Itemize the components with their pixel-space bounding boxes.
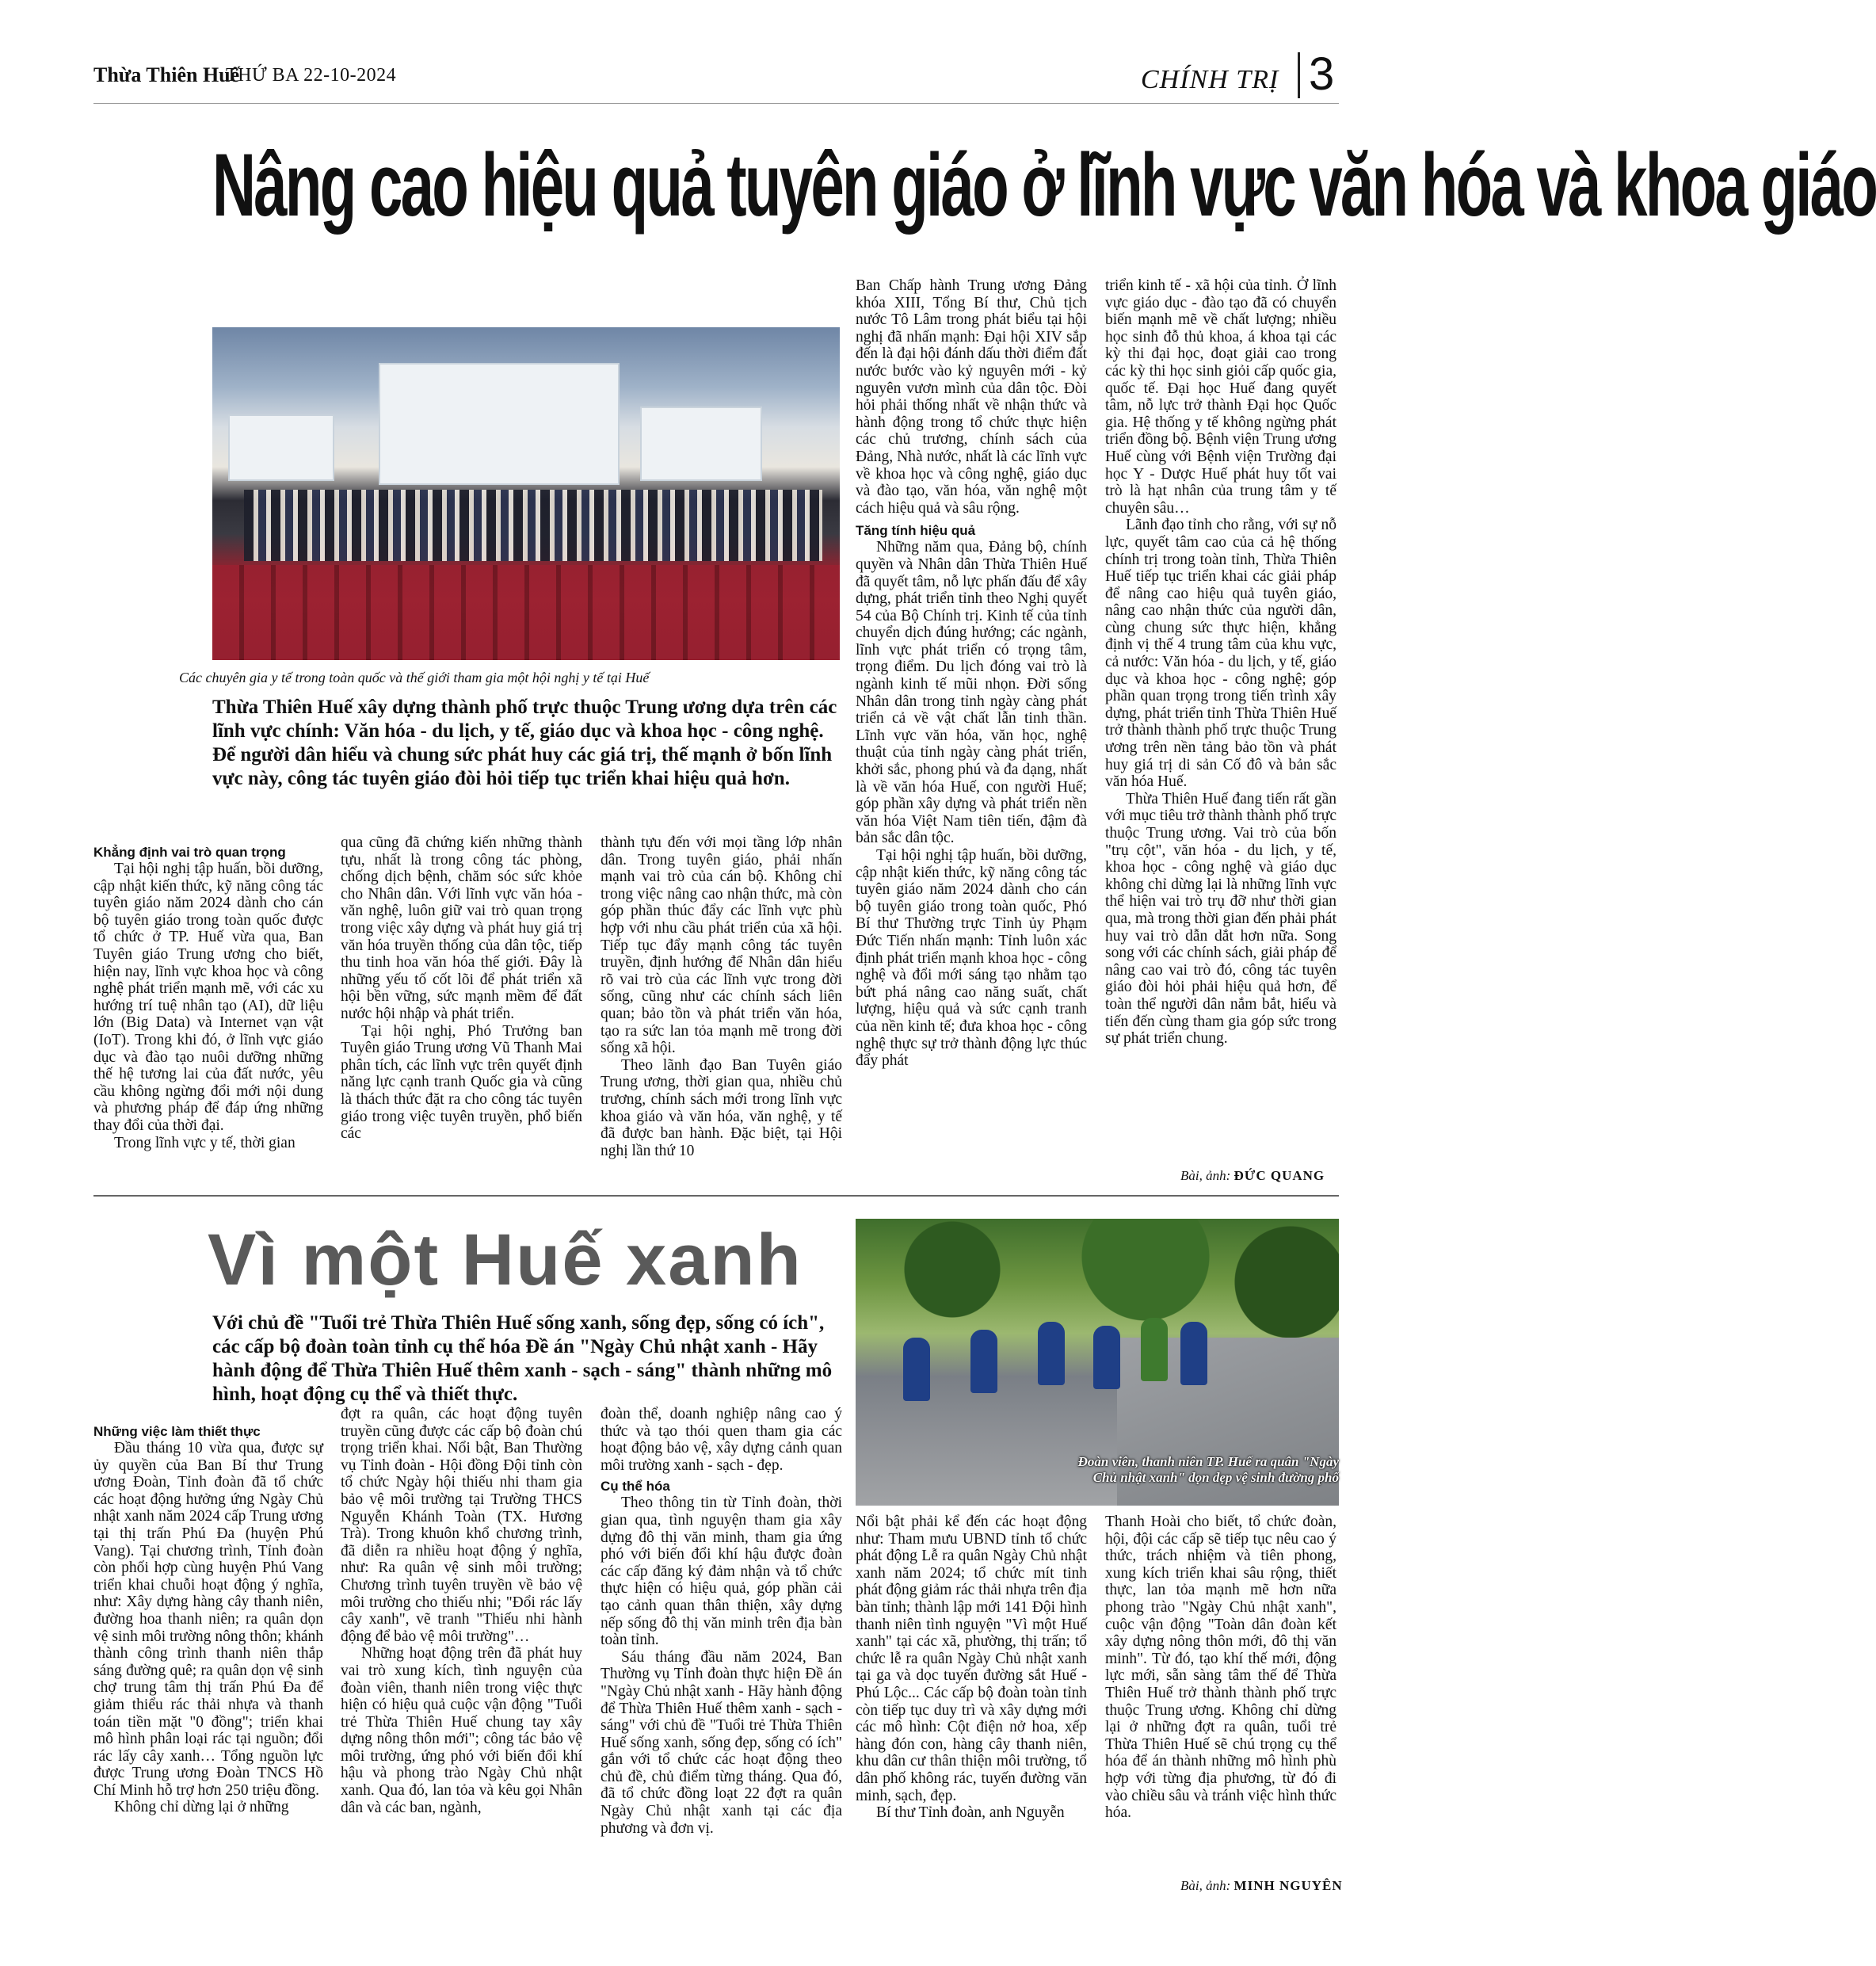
- paragraph: Không chỉ dừng lại ở những: [114, 1799, 289, 1816]
- paragraph: đoàn thể, doanh nghiệp nâng cao ý thức và tạo thói quen tham gia các hoạt động bảo vệ, xây dựng cảnh quan môi trường xanh - sạch - đẹp.: [601, 1406, 842, 1474]
- article2-photo-caption: Đoàn viên, thanh niên TP. Huế ra quân "Ngày Chủ nhật xanh" dọn dẹp vệ sinh đường phố: [1077, 1454, 1339, 1485]
- article2-headline: Vì một Huế xanh: [208, 1220, 803, 1300]
- photo-screen-right: [640, 407, 762, 481]
- photo-person: [1038, 1322, 1065, 1385]
- photo-person: [1141, 1318, 1168, 1381]
- photo-person: [1093, 1326, 1120, 1389]
- photo-screen-main: [379, 363, 620, 485]
- paragraph: Tại hội nghị tập huấn, bồi dưỡng, cập nhật kiến thức, kỹ năng công tác tuyên giáo năm 2024 dành cho cán bộ tuyên giáo trong toàn quốc, Phó Bí thư Thường trực Tỉnh ủy Phạm Đức Tiến nhấn mạnh: Tỉnh luôn xác định phát triển mạnh khoa học - công nghệ và đổi mới sáng tạo nhằm tạo bứt phá nâng cao năng suất, chất lượng, hiệu quả và sức cạnh tranh của nền kinh tế; đưa khoa học - công nghệ thực sự trở thành động lực thúc đẩy phát: [856, 847, 1087, 1070]
- page-number: 3: [1309, 48, 1335, 100]
- article2-column-1: [93, 1424, 323, 1816]
- section-title: CHÍNH TRỊ: [1141, 65, 1279, 94]
- article1-column-2: [341, 834, 582, 1143]
- paragraph: Trong lĩnh vực y tế, thời gian: [114, 1134, 296, 1151]
- photo-screen-left: [228, 414, 334, 481]
- paragraph: thành tựu đến với mọi tầng lớp nhân dân. Trong tuyên giáo, phải nhấn mạnh vai trò của cán bộ. Không chỉ trong việc nâng cao nhận thức, mà còn góp phần thúc đẩy các lĩnh vực phù hợp với nhu cầu phát triển của xã hội. Tiếp tục đẩy mạnh công tác tuyên truyền, định hướng để Nhân dân hiểu rõ vai trò của các lĩnh vực trong đời sống, cũng như các chính sách liên quan; bảo tồn và phát triển văn hóa, tạo ra sức lan tỏa mạnh mẽ trong đời sống xã hội.: [601, 834, 842, 1057]
- paragraph: triển kinh tế - xã hội của tỉnh. Ở lĩnh vực giáo dục - đào tạo đã có chuyển biến mạnh mẽ về chất lượng; nhiều học sinh đỗ thủ khoa, á khoa tại các kỳ thi đại học, đoạt giải cao trong các kỳ thi học sinh giỏi cấp quốc gia, quốc tế. Đại học Huế đang quyết tâm, nỗ lực trở thành Đại học Quốc gia. Hệ thống y tế không ngừng phát triển đồng bộ. Bệnh viện Trung ương Huế cùng với Bệnh viện Trường đại học Y - Dược Huế phát huy tốt vai trò là hạt nhân của trung tâm y tế chuyên sâu…: [1105, 277, 1336, 517]
- article1-photo: [212, 327, 840, 660]
- article2-column-2: [341, 1406, 582, 1816]
- paragraph: Sáu tháng đầu năm 2024, Ban Thường vụ Tỉnh đoàn thực hiện Đề án "Ngày Chủ nhật xanh - Hãy hành động để Thừa Thiên Huế thêm xanh - sạch - sáng" với chủ đề "Tuổi trẻ Thừa Thiên Huế sống xanh, sống đẹp, sống có ích" gắn với tổ chức các hoạt động theo chủ đề, chủ điểm từng tháng. Qua đó, đã tổ chức đồng loạt 22 đợt ra quân Ngày Chủ nhật xanh tại các địa phương và đơn vị.: [601, 1648, 842, 1837]
- article2-column-4: [856, 1514, 1087, 1822]
- paragraph: Tại hội nghị, Phó Trưởng ban Tuyên giáo Trung ương Vũ Thanh Mai phân tích, các lĩnh vực trên quyết định năng lực cạnh tranh Quốc gia và cũng là thách thức đặt ra cho công tác tuyên giáo trong việc tuyên truyền, phổ biến các: [341, 1022, 582, 1143]
- photo-person: [970, 1330, 997, 1393]
- photo-trees: [856, 1219, 1339, 1346]
- paragraph: Lãnh đạo tỉnh cho rằng, với sự nỗ lực, quyết tâm cao của cả hệ thống chính trị trong toàn tỉnh, Thừa Thiên Huế tiếp tục triển khai các giải pháp để nâng cao hiệu quả tuyên giáo, nâng cao nhận thức của người dân, cùng chung sức thực hiện, khẳng định vị thế 4 trung tâm của khu vực, cả nước: Văn hóa - du lịch, y tế, giáo dục và khoa học - công nghệ; góp phần quan trọng trong tiến trình xây dựng, phát triển tỉnh Thừa Thiên Huế trở thành thành phố trực thuộc Trung ương trên nền tảng bảo tồn và phát huy giá trị di sản Cố đô và bản sắc văn hóa Huế.: [1105, 517, 1336, 791]
- header-divider: [1298, 52, 1300, 98]
- article2-byline: [1180, 1878, 1343, 1894]
- paragraph: Thanh Hoài cho biết, tổ chức đoàn, hội, đội các cấp sẽ tiếp tục nêu cao ý thức, trách nhiệm và tiên phong, xung kích triển khai sâu rộng, thiết thực, lan tỏa mạnh mẽ hơn nữa phong trào "Ngày Chủ nhật xanh", cuộc vận động "Toàn dân đoàn kết xây dựng nông thôn mới, đô thị văn minh". Từ đó, tạo khí thế mới, động lực mới, sẵn sàng tâm thế để Thừa Thiên Huế trở thành thành phố trực thuộc Trung ương. Không chỉ dừng lại ở những đợt ra quân, tuổi trẻ Thừa Thiên Huế sẽ chú trọng cụ thể hóa để án thành những mô hình phù hợp với từng địa phương, từ đó đi vào chiều sâu và tránh việc hình thức hóa.: [1105, 1514, 1336, 1822]
- header-rule: [93, 103, 1339, 104]
- subhead: Cụ thể hóa: [601, 1479, 670, 1495]
- photo-seats: [212, 565, 840, 660]
- byline-prefix: Bài, ảnh:: [1180, 1878, 1231, 1893]
- article-divider: [93, 1195, 1339, 1197]
- paragraph: đợt ra quân, các hoạt động tuyên truyền cũng được các cấp bộ đoàn chú trọng triển khai. Nổi bật, Ban Thường vụ Tỉnh đoàn - Hội đồng Đội tỉnh còn tổ chức Ngày hội thiếu nhi tham gia bảo vệ môi trường tại Trường THCS Nguyễn Khánh Toàn (TX. Hương Trà). Trong khuôn khổ chương trình, đã diễn ra nhiều hoạt động ý nghĩa, như: Ra quân vệ sinh môi trường; Chương trình tuyên truyền về bảo vệ môi trường cho thiếu nhi; "Đổi rác lấy cây xanh", vẽ tranh "Thiếu nhi hành động để bảo vệ môi trường"…: [341, 1406, 582, 1645]
- paragraph: Tại hội nghị tập huấn, bồi dưỡng, cập nhật kiến thức, kỹ năng công tác tuyên giáo năm 2024 dành cho cán bộ tuyên giáo trong toàn quốc được tổ chức ở TP. Huế vừa qua, Ban Tuyên giáo Trung ương cho biết, hiện nay, lĩnh vực khoa học và công nghệ phát triển mạnh mẽ, với các xu hướng trí tuệ nhân tạo (AI), dữ liệu lớn (Big Data) và Internet vạn vật (IoT). Trong khi đó, ở lĩnh vực giáo dục và đào tạo nuôi dưỡng những thế hệ tương lai của đất nước, yêu cầu không ngừng đổi mới nội dung và phương pháp để đáp ứng những thay đổi của thời đại.: [93, 861, 323, 1134]
- paragraph: Ban Chấp hành Trung ương Đảng khóa XIII, Tổng Bí thư, Chủ tịch nước Tô Lâm trong phát biểu tại hội nghị đã nhấn mạnh: Đại hội XIV sắp đến là đại hội đánh dấu thời điểm đất nước bước vào kỷ nguyên mới - kỷ nguyên vươn mình của dân tộc. Đòi hỏi phải thống nhất về nhận thức và hành động trong tổ chức thực hiện các chủ trương, chính sách của Đảng, Nhà nước, nhất là các lĩnh vực về khoa học và công nghệ, giáo dục và đào tạo, văn hóa, văn nghệ một cách hiệu quả và sâu rộng.: [856, 277, 1087, 517]
- article1-sapo: Thừa Thiên Huế xây dựng thành phố trực thuộc Trung ương dựa trên các lĩnh vực chính: Văn hóa - du lịch, y tế, giáo dục và khoa học - công nghệ. Để người dân hiểu và chung sức phát huy các giá trị, thế mạnh ở bốn lĩnh vực này, công tác tuyên giáo đòi hỏi tiếp tục triển khai hiệu quả hơn.: [212, 697, 837, 789]
- paragraph: Những năm qua, Đảng bộ, chính quyền và Nhân dân Thừa Thiên Huế đã quyết tâm, nỗ lực phấn đấu để xây dựng, phát triển tỉnh theo Nghị quyết 54 của Bộ Chính trị. Kinh tế của tỉnh chuyển dịch đúng hướng; các ngành, lĩnh vực phát triển có trọng tâm, trọng điểm. Du lịch đóng vai trò là ngành kinh tế mũi nhọn. Đời sống Nhân dân trong tỉnh ngày càng phát triển cả về vật chất lẫn tinh thần. Lĩnh vực văn hóa, văn học, nghệ thuật của tỉnh ngày càng phát triển, khởi sắc, phong phú và đa dạng, nhất là về văn hóa Huế, con người Huế; góp phần xây dựng và phát triển nền văn hóa Việt Nam tiên tiến, đậm đà bản sắc dân tộc.: [856, 539, 1087, 847]
- photo-crowd: [244, 490, 822, 561]
- subhead: Khẳng định vai trò quan trọng: [93, 845, 286, 860]
- byline-prefix: Bài, ảnh:: [1180, 1168, 1231, 1183]
- photo-person: [903, 1338, 930, 1401]
- article2-column-3: [601, 1406, 842, 1837]
- article2-sapo: Với chủ đề "Tuổi trẻ Thừa Thiên Huế sống xanh, sống đẹp, sống có ích", các cấp bộ đoàn toàn tỉnh cụ thể hóa Đề án "Ngày Chủ nhật xanh - Hãy hành động để Thừa Thiên Huế thêm xanh - sạch - sáng" thành những mô hình, hoạt động cụ thể và thiết thực.: [212, 1312, 833, 1405]
- article1-headline: Nâng cao hiệu quả tuyên giáo ở lĩnh vực văn hóa và khoa giáo: [212, 136, 1876, 235]
- article1-column-5: [1105, 277, 1336, 1048]
- paragraph: Theo thông tin từ Tỉnh đoàn, thời gian qua, tình nguyện tham gia xây dựng đô thị văn minh, tham gia ứng phó với biến đổi khí hậu được đoàn các cấp đăng ký đảm nhận và tổ chức thực hiện có hiệu quả, góp phần cải tạo cảnh quan thân thiện, xây dựng nếp sống đô thị văn minh trên địa bàn toàn tỉnh.: [601, 1495, 842, 1649]
- article1-byline: [1180, 1168, 1325, 1184]
- article1-photo-caption: Các chuyên gia y tế trong toàn quốc và thế giới tham gia một hội nghị y tế tại Huế: [179, 670, 650, 685]
- article1-column-4: [856, 277, 1087, 1070]
- paragraph: Bí thư Tỉnh đoàn, anh Nguyễn: [876, 1804, 1065, 1822]
- paragraph: qua cũng đã chứng kiến những thành tựu, nhất là trong công tác phòng, chống dịch bệnh, chăm sóc sức khỏe cho Nhân dân. Với lĩnh vực văn hóa - văn nghệ, luôn giữ vai trò quan trọng trong việc xây dựng và phát huy giá trị văn hóa truyền thống của dân tộc, tiếp thu tinh hoa văn hóa thế giới. Đây là những yếu tố cốt lõi để phát triển xã hội bền vững, sức mạnh mềm để đất nước hội nhập và phát triển.: [341, 834, 582, 1022]
- byline-author: ĐỨC QUANG: [1234, 1168, 1325, 1183]
- article2-column-5: [1105, 1514, 1336, 1822]
- paragraph: Đầu tháng 10 vừa qua, được sự ủy quyền của Ban Bí thư Trung ương Đoàn, Tỉnh đoàn đã tổ chức các hoạt động hưởng ứng Ngày Chủ nhật xanh năm 2024 cấp Trung ương tại thị trấn Phú Đa (huyện Phú Vang). Tại chương trình, Tỉnh đoàn còn phối hợp cùng huyện Phú Vang triển khai chuỗi hoạt động ý nghĩa, như: Xây dựng hàng cây thanh niên, đường hoa thanh niên; ra quân dọn vệ sinh môi trường nông thôn; khánh thành công trình thanh niên thắp sáng đường quê; ra quân dọn vệ sinh chợ trung tâm thị trấn Phú Đa để giảm thiểu rác thải nhựa và thanh toán tiền mặt "0 đồng"; triển khai mô hình phân loại rác tại nguồn; đổi rác lấy cây xanh… Tổng nguồn lực được Trung ương Đoàn TNCS Hồ Chí Minh hỗ trợ hơn 250 triệu đồng.: [93, 1440, 323, 1799]
- paragraph: Thừa Thiên Huế đang tiến rất gần với mục tiêu trở thành thành phố trực thuộc Trung ương. Vai trò của bốn "trụ cột", văn hóa - du lịch, y tế, khoa học - công nghệ và giáo dục không chỉ dừng lại là những lĩnh vực thể hiện vai trò trụ đỡ như thời gian qua, mà trong thời gian đến phải phát huy vai trò dẫn dắt hơn nữa. Song song với các chính sách, giải pháp để nâng cao vai trò đó, công tác tuyên giáo đòi hỏi phải hiệu quả hơn, để toàn thể người dân nắm bắt, hiểu và tiến đến cùng tham gia góp sức trong sự phát triển chung.: [1105, 790, 1336, 1048]
- byline-author: MINH NGUYÊN: [1234, 1878, 1343, 1893]
- subhead: Tăng tính hiệu quả: [856, 523, 976, 539]
- paragraph: Nổi bật phải kể đến các hoạt động như: Tham mưu UBND tỉnh tổ chức phát động Lễ ra quân Ngày Chủ nhật xanh năm 2024; tổ chức mít tinh phát động giảm rác thải nhựa trên địa bàn tỉnh; thành lập mới 141 Đội hình thanh niên tình nguyện "Vì một Huế xanh" tại các xã, phường, thị trấn; tổ chức lễ ra quân Ngày Chủ nhật xanh tại ga và dọc tuyến đường sắt Huế - Phú Lộc... Các cấp bộ đoàn toàn tỉnh còn tiếp tục duy trì và xây dựng mới các mô hình: Cột điện nở hoa, xếp hàng đón con, hàng cây thanh niên, khu dân cư thân thiện môi trường, tổ dân phố không rác, tuyến đường văn minh, sạch, đẹp.: [856, 1514, 1087, 1804]
- article1-column-3: [601, 834, 842, 1159]
- paragraph: Theo lãnh đạo Ban Tuyên giáo Trung ương, thời gian qua, nhiều chủ trương, chính sách mới trong lĩnh vực khoa giáo và văn hóa, văn nghệ, y tế đã được ban hành. Đặc biệt, tại Hội nghị lần thứ 10: [601, 1056, 842, 1159]
- paragraph: Những hoạt động trên đã phát huy vai trò xung kích, tình nguyện của đoàn viên, thanh niên trong việc thực hiện có hiệu quả cuộc vận động "Tuổi trẻ Thừa Thiên Huế chung tay xây dựng nông thôn mới"; công tác bảo vệ môi trường, ứng phó với biến đổi khí hậu và phong trào Ngày Chủ nhật xanh. Qua đó, lan tỏa và kêu gọi Nhân dân và các ban, ngành,: [341, 1645, 582, 1816]
- subhead: Những việc làm thiết thực: [93, 1424, 261, 1439]
- photo-person: [1180, 1322, 1207, 1385]
- newspaper-name: Thừa Thiên Huế: [93, 63, 240, 86]
- article1-column-1: [93, 845, 323, 1151]
- issue-date: THỨ BA 22-10-2024: [226, 65, 397, 86]
